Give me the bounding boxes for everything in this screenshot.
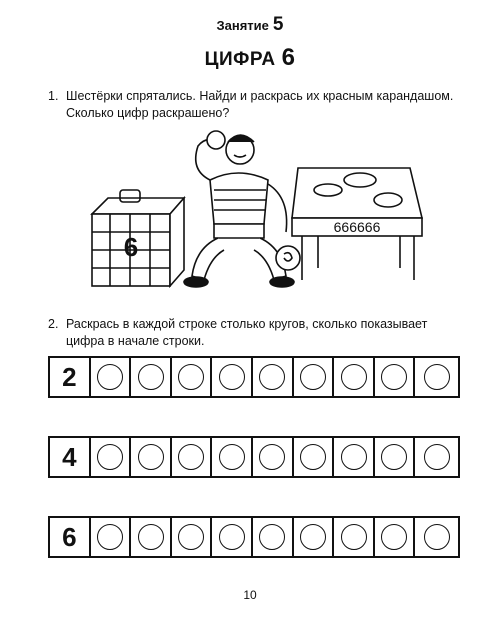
coloring-circle[interactable] — [259, 524, 285, 550]
circle-cell — [294, 438, 335, 476]
lesson-heading — [0, 14, 500, 36]
strongman-icon — [184, 131, 300, 287]
circle-cell — [253, 518, 294, 556]
coloring-circle[interactable] — [424, 364, 450, 390]
coloring-circle[interactable] — [97, 444, 123, 470]
coloring-circle[interactable] — [178, 364, 204, 390]
coloring-circle[interactable] — [300, 524, 326, 550]
circle-cell — [212, 358, 253, 396]
coloring-circle[interactable] — [341, 524, 367, 550]
row-digit: 6 — [50, 518, 91, 556]
coloring-circle[interactable] — [219, 364, 245, 390]
coloring-circle[interactable] — [341, 364, 367, 390]
lesson-number: 5 — [272, 14, 284, 35]
task-2 — [48, 316, 468, 350]
circle-row — [48, 356, 460, 398]
coloring-circle[interactable] — [259, 444, 285, 470]
page-title — [0, 44, 500, 72]
circle-cell — [334, 438, 375, 476]
lesson-label: Занятие — [216, 18, 269, 33]
title-word: ЦИФРА — [204, 49, 276, 70]
coloring-circle[interactable] — [381, 364, 407, 390]
circle-cell — [415, 518, 458, 556]
chest-hidden-digit: 6 — [123, 232, 139, 262]
circle-cell — [375, 518, 416, 556]
coloring-circle[interactable] — [138, 524, 164, 550]
circle-cell — [131, 358, 172, 396]
row-digit: 2 — [50, 358, 91, 396]
circle-cell — [415, 438, 458, 476]
task-1-number: 1. — [48, 89, 59, 103]
circle-cell — [294, 358, 335, 396]
circle-cell — [172, 518, 213, 556]
page-number: 10 — [243, 588, 257, 602]
coloring-circle[interactable] — [341, 444, 367, 470]
tablecloth-pattern: 666666 — [333, 219, 381, 235]
circle-cell — [375, 358, 416, 396]
circle-cell — [172, 438, 213, 476]
circle-row — [48, 516, 460, 558]
coloring-circle[interactable] — [300, 444, 326, 470]
circle-cell — [294, 518, 335, 556]
circle-cell — [91, 518, 132, 556]
coloring-circle[interactable] — [178, 444, 204, 470]
circle-cell — [212, 438, 253, 476]
coloring-circle[interactable] — [424, 444, 450, 470]
row-digit: 4 — [50, 438, 91, 476]
coloring-circle[interactable] — [97, 364, 123, 390]
coloring-circle[interactable] — [219, 444, 245, 470]
task-1 — [48, 88, 468, 122]
coloring-circle[interactable] — [381, 524, 407, 550]
task-2-number: 2. — [48, 317, 59, 331]
circle-cell — [415, 358, 458, 396]
circle-cell — [253, 358, 294, 396]
table-icon — [292, 168, 422, 280]
circle-cell — [172, 358, 213, 396]
circle-cell — [91, 438, 132, 476]
circle-cell — [334, 518, 375, 556]
circle-cell — [131, 518, 172, 556]
circle-cell — [212, 518, 253, 556]
task-1-text: Шестёрки спрятались. Найди и раскрась их красным карандашом. Сколько цифр раскрашено? — [66, 89, 454, 120]
circle-cell — [334, 358, 375, 396]
coloring-circle[interactable] — [97, 524, 123, 550]
circle-cell — [375, 438, 416, 476]
circle-cell — [91, 358, 132, 396]
chest-icon — [92, 190, 184, 286]
coloring-circle[interactable] — [178, 524, 204, 550]
coloring-circle[interactable] — [259, 364, 285, 390]
title-digit: 6 — [281, 44, 296, 71]
coloring-circle[interactable] — [219, 524, 245, 550]
task-2-text: Раскрась в каждой строке столько кругов, сколько показывает цифра в начале строки. — [66, 317, 428, 348]
circle-cell — [131, 438, 172, 476]
coloring-circle[interactable] — [300, 364, 326, 390]
coloring-circle[interactable] — [138, 444, 164, 470]
coloring-circle[interactable] — [381, 444, 407, 470]
strongman-illustration — [88, 128, 428, 298]
circle-cell — [253, 438, 294, 476]
coloring-circle[interactable] — [138, 364, 164, 390]
coloring-circle[interactable] — [424, 524, 450, 550]
circle-row — [48, 436, 460, 478]
